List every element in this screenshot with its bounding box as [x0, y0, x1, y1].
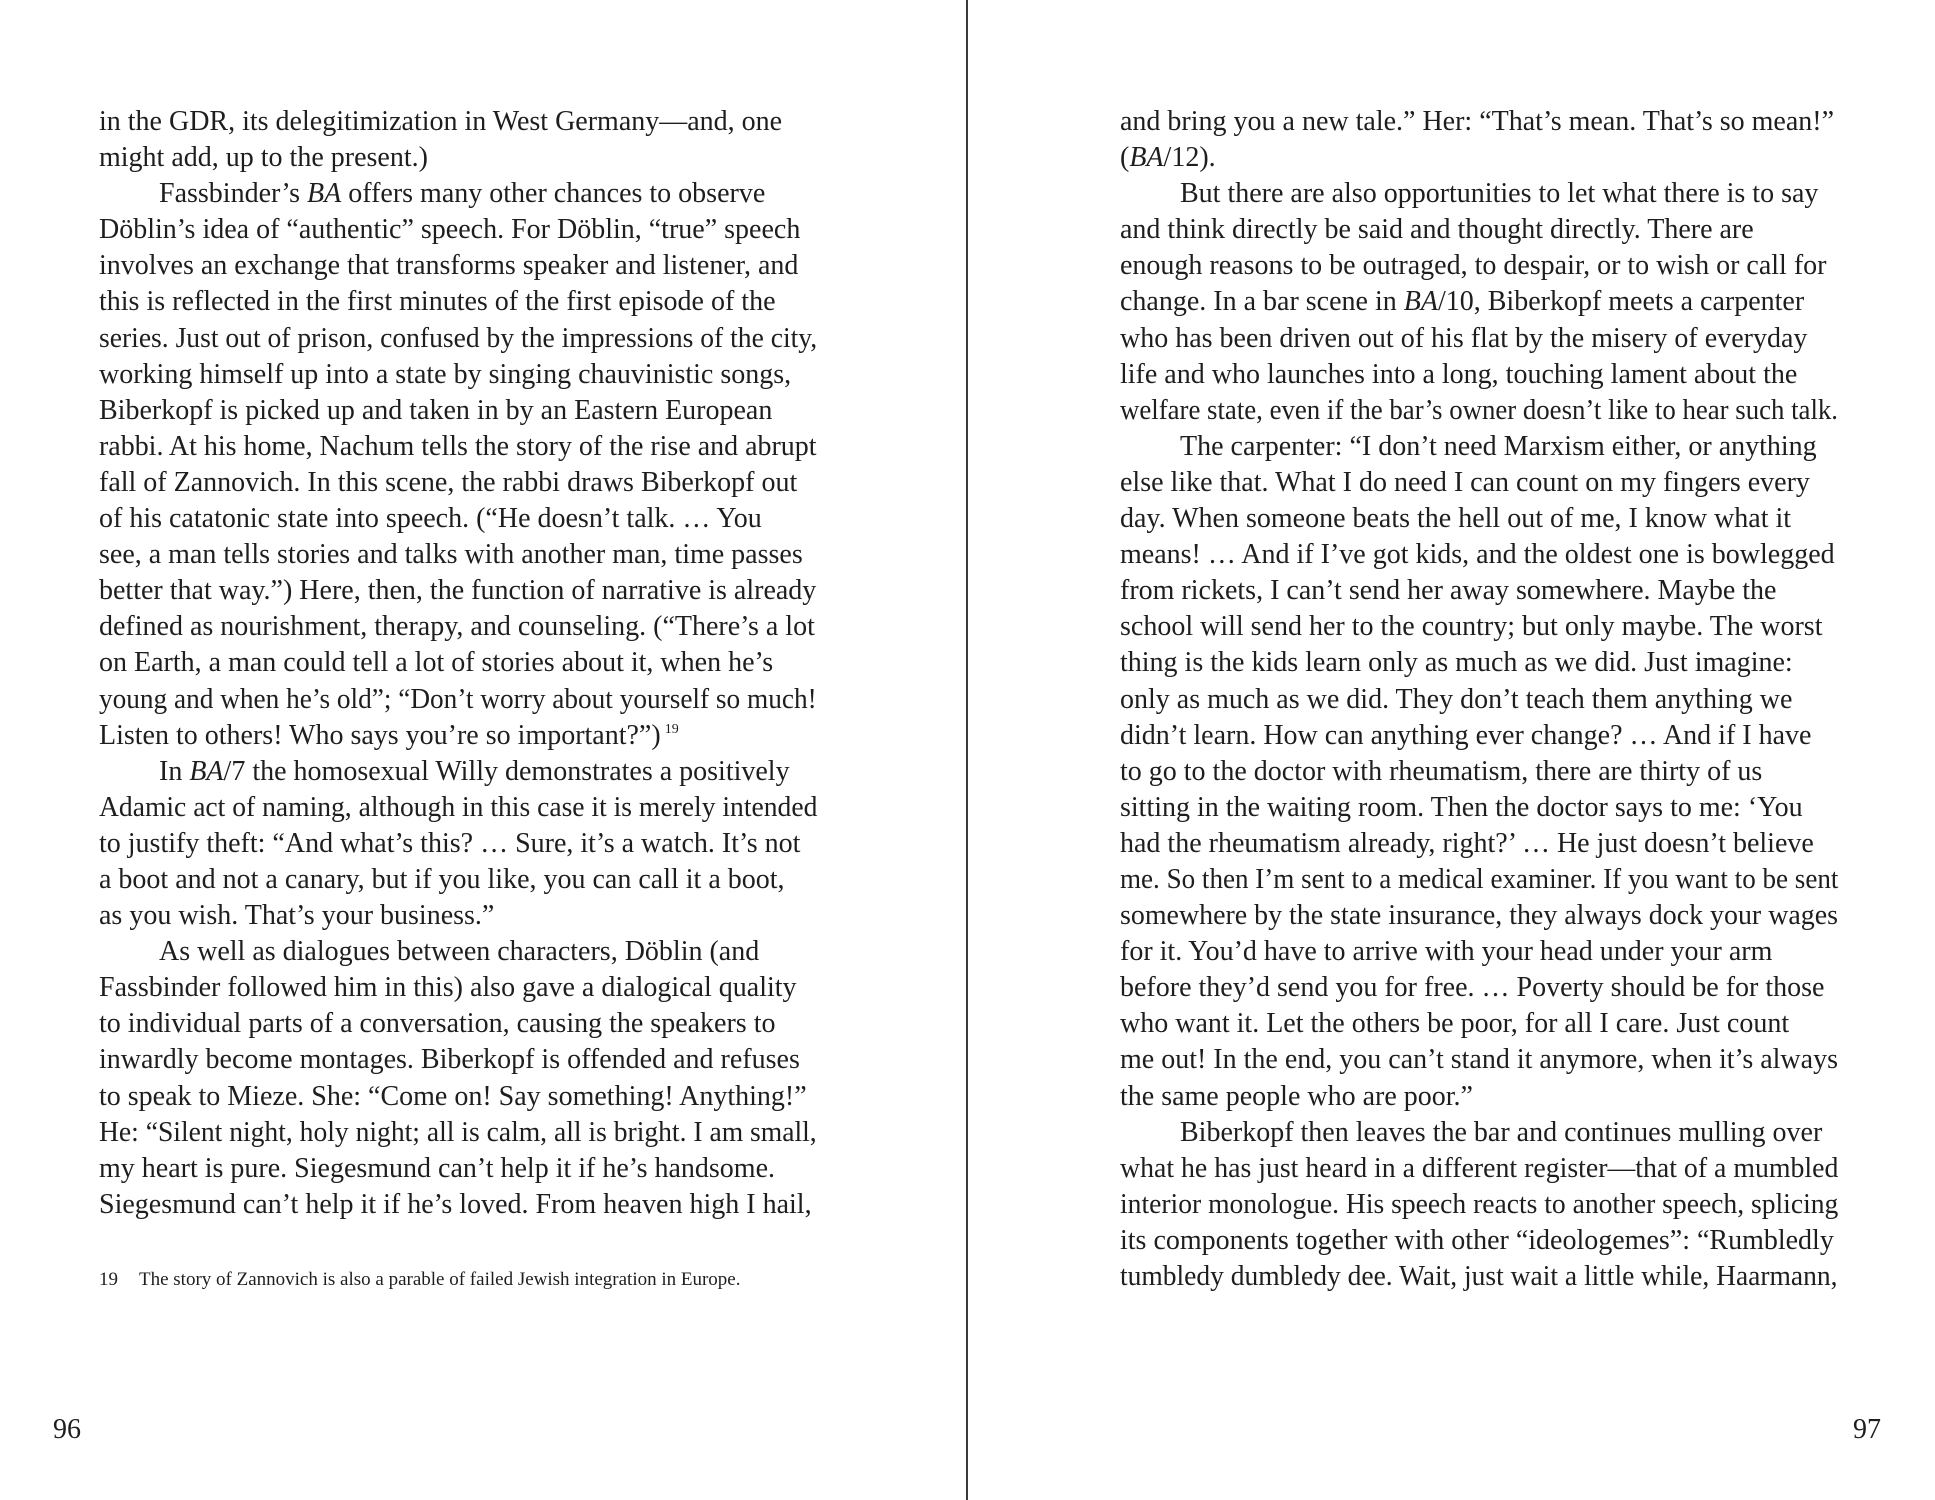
text-run: might add, up to the present.)	[99, 142, 428, 174]
right-page-body	[1120, 104, 1838, 1295]
text-run: in the GDR, its delegitimization in West Germany—and, one	[99, 106, 783, 137]
text-line	[1120, 104, 1838, 140]
footnote-text: The story of Zannovich is also a parable of failed Jewish integration in Europe.	[139, 1269, 741, 1290]
text-run: welfare state, even if the bar’s owner doesn’t like to hear such talk.	[1120, 394, 1839, 426]
text-run: sitting in the waiting room. Then the doctor says to me: ‘You	[1120, 791, 1803, 823]
text-run: series. Just out of prison, confused by the impressions of the city,	[99, 322, 818, 354]
text-line	[1120, 1042, 1838, 1078]
text-run: me out! In the end, you can’t stand it anymore, when it’s always	[1120, 1044, 1838, 1076]
text-run: to individual parts of a conversation, causing the speakers to	[99, 1008, 776, 1040]
text-run: what he has just heard in a different register—that of a mumbled	[1120, 1152, 1839, 1184]
text-run: and think directly be said and thought directly. There are	[1120, 214, 1754, 246]
text-line	[1120, 140, 1838, 176]
text-line	[1120, 934, 1838, 970]
text-run: to justify theft: “And what’s this? … Sure, it’s a watch. It’s not	[99, 827, 801, 859]
text-line	[1120, 501, 1838, 537]
text-run: fall of Zannovich. In this scene, the rabbi draws Biberkopf out	[99, 466, 798, 498]
text-line	[1120, 970, 1838, 1006]
text-run: offers many other chances to observe	[341, 178, 766, 210]
footnote-reference: 19	[664, 721, 679, 737]
text-run: school will send her to the country; but only maybe. The worst	[1120, 611, 1823, 643]
text-line	[1120, 357, 1838, 393]
text-run: Adamic act of naming, although in this case it is merely intended	[99, 791, 818, 823]
text-run: Biberkopf then leaves the bar and continues mulling over	[1180, 1116, 1823, 1148]
text-line	[99, 429, 816, 465]
text-run: working himself up into a state by singing chauvinistic songs,	[99, 358, 792, 390]
text-run: /12).	[1163, 142, 1216, 174]
text-run: means! … And if I’ve got kids, and the oldest one is bowlegged	[1120, 539, 1835, 571]
text-line	[99, 862, 817, 898]
text-run: The carpenter: “I don’t need Marxism either, or anything	[1180, 430, 1817, 462]
text-run: as you wish. That’s your business.”	[99, 900, 495, 932]
text-run: didn’t learn. How can anything ever change? … And if I have	[1120, 719, 1812, 751]
text-line	[99, 140, 817, 176]
text-line	[1120, 176, 1838, 212]
text-run: this is reflected in the first minutes of the first episode of the	[99, 286, 776, 318]
text-run: inwardly become montages. Biberkopf is offended and refuses	[99, 1044, 800, 1076]
text-run: for it. You’d have to arrive with your head under your arm	[1120, 936, 1773, 968]
text-line	[99, 754, 817, 790]
text-line	[1120, 682, 1838, 718]
text-line	[1120, 248, 1838, 284]
text-run: before they’d send you for free. … Poverty should be for those	[1120, 972, 1825, 1004]
text-run: had the rheumatism already, right?’ … He just doesn’t believe	[1120, 827, 1814, 859]
text-run: In	[159, 755, 190, 787]
text-line	[1120, 321, 1838, 357]
text-line	[99, 934, 817, 970]
text-run: see, a man tells stories and talks with another man, time passes	[99, 539, 803, 571]
text-line	[99, 682, 817, 718]
text-line	[99, 176, 817, 212]
text-line	[99, 393, 817, 429]
text-line	[99, 1042, 817, 1078]
text-line	[99, 718, 817, 754]
text-line	[1120, 1115, 1838, 1151]
text-run: Fassbinder’s	[159, 178, 308, 210]
text-line	[1120, 898, 1836, 934]
text-run: involves an exchange that transforms speaker and listener, and	[99, 250, 799, 282]
text-run: enough reasons to be outraged, to despair, or to wish or call for	[1120, 250, 1827, 282]
text-line	[99, 790, 818, 826]
text-run: of his catatonic state into speech. (“He doesn’t talk. … You	[99, 503, 762, 535]
text-run: Biberkopf is picked up and taken in by an Eastern European	[99, 394, 773, 426]
text-run: thing is the kids learn only as much as we did. Just imagine:	[1120, 647, 1793, 679]
text-line	[99, 248, 817, 284]
text-line	[99, 826, 817, 862]
text-line	[1120, 212, 1838, 248]
text-run: Listen to others! Who says you’re so important?”)	[99, 719, 661, 751]
text-line	[99, 1115, 817, 1151]
text-run: As well as dialogues between characters, Döblin (and	[159, 936, 760, 968]
text-run: tumbledy dumbledy dee. Wait, just wait a little while, Haarmann,	[1120, 1261, 1838, 1292]
text-line	[1120, 1223, 1838, 1259]
text-run: a boot and not a canary, but if you like, you can call it a boot,	[99, 863, 785, 895]
text-line	[1120, 429, 1838, 465]
text-line	[99, 1151, 817, 1187]
text-line	[99, 970, 817, 1006]
page-number-left: 96	[53, 1414, 81, 1445]
text-line	[1120, 645, 1838, 681]
text-line	[99, 1006, 817, 1042]
text-line	[1120, 1151, 1839, 1187]
text-line	[1120, 537, 1838, 573]
page-number-right: 97	[1853, 1414, 1881, 1445]
text-line	[99, 284, 817, 320]
left-page-body	[99, 104, 817, 1223]
text-line	[1120, 573, 1838, 609]
text-run: somewhere by the state insurance, they always dock your wages	[1120, 900, 1838, 932]
left-page	[0, 0, 966, 1500]
text-run: me. So then I’m sent to a medical examiner. If you want to be sent	[1120, 863, 1839, 895]
italic-abbreviation: BA	[307, 178, 342, 210]
text-line	[1120, 790, 1838, 826]
text-run: only as much as we did. They don’t teach them anything we	[1120, 683, 1793, 715]
right-page	[967, 0, 1935, 1500]
text-line	[1120, 284, 1838, 320]
text-run: interior monologue. His speech reacts to another speech, splicing	[1120, 1188, 1839, 1220]
text-run: who want it. Let the others be poor, for all I care. Just count	[1120, 1008, 1790, 1040]
text-run: on Earth, a man could tell a lot of stories about it, when he’s	[99, 647, 774, 679]
text-line	[1120, 826, 1838, 862]
text-run: my heart is pure. Siegesmund can’t help it if he’s handsome.	[99, 1152, 776, 1184]
text-run: Fassbinder followed him in this) also gave a dialogical quality	[99, 972, 797, 1004]
text-line	[99, 645, 817, 681]
text-run: from rickets, I can’t send her away somewhere. Maybe the	[1120, 575, 1777, 607]
text-line	[99, 898, 817, 934]
text-run: to go to the doctor with rheumatism, there are thirty of us	[1120, 755, 1763, 787]
footnote	[99, 1268, 817, 1292]
text-run: life and who launches into a long, touching lament about the	[1120, 358, 1798, 390]
text-line	[99, 501, 817, 537]
text-run: the same people who are poor.”	[1120, 1080, 1473, 1112]
text-line	[99, 609, 817, 645]
text-line	[1120, 609, 1838, 645]
italic-abbreviation: BA	[189, 755, 224, 787]
text-run: Siegesmund can’t help it if he’s loved. From heaven high I hail,	[99, 1188, 812, 1220]
text-run: /10, Biberkopf meets a carpenter	[1437, 286, 1805, 318]
text-line	[1120, 393, 1839, 429]
text-run: Döblin’s idea of “authentic” speech. For Döblin, “true” speech	[99, 214, 801, 246]
text-run: to speak to Mieze. She: “Come on! Say something! Anything!”	[99, 1080, 807, 1112]
text-run: defined as nourishment, therapy, and counseling. (“There’s a lot	[99, 611, 815, 643]
text-line	[1120, 1187, 1839, 1223]
text-run: rabbi. At his home, Nachum tells the story of the rise and abrupt	[99, 430, 817, 462]
text-run: better that way.”) Here, then, the function of narrative is already	[99, 575, 817, 607]
text-line	[99, 537, 817, 573]
text-run: young and when he’s old”; “Don’t worry about yourself so much!	[99, 683, 817, 715]
italic-abbreviation: BA	[1403, 286, 1438, 318]
text-run: and bring you a new tale.” Her: “That’s mean. That’s so mean!”	[1120, 106, 1835, 137]
text-line	[99, 104, 817, 140]
text-line	[99, 321, 818, 357]
text-run: (	[1120, 142, 1130, 174]
text-line	[1120, 465, 1838, 501]
text-line	[99, 212, 817, 248]
text-line	[1120, 754, 1838, 790]
text-line	[99, 465, 817, 501]
text-run: But there are also opportunities to let what there is to say	[1180, 178, 1819, 210]
text-line	[1120, 862, 1839, 898]
text-line	[99, 357, 817, 393]
text-run: He: “Silent night, holy night; all is calm, all is bright. I am small,	[99, 1116, 817, 1148]
text-line	[99, 1187, 817, 1223]
text-run: its components together with other “ideologemes”: “Rumbledly	[1120, 1224, 1834, 1256]
text-line	[1120, 718, 1838, 754]
text-run: change. In a bar scene in	[1120, 286, 1404, 318]
italic-abbreviation: BA	[1129, 142, 1164, 174]
text-run: else like that. What I do need I can count on my fingers every	[1120, 466, 1810, 498]
text-line	[1120, 1006, 1838, 1042]
text-line	[99, 1079, 817, 1115]
text-run: /7 the homosexual Willy demonstrates a positively	[223, 755, 790, 787]
text-run: who has been driven out of his flat by the misery of everyday	[1120, 322, 1808, 354]
text-line	[1120, 1259, 1838, 1295]
footnote-number: 19	[99, 1269, 118, 1290]
text-run: day. When someone beats the hell out of me, I know what it	[1120, 503, 1792, 535]
text-line	[99, 573, 817, 609]
text-line	[1120, 1079, 1838, 1115]
